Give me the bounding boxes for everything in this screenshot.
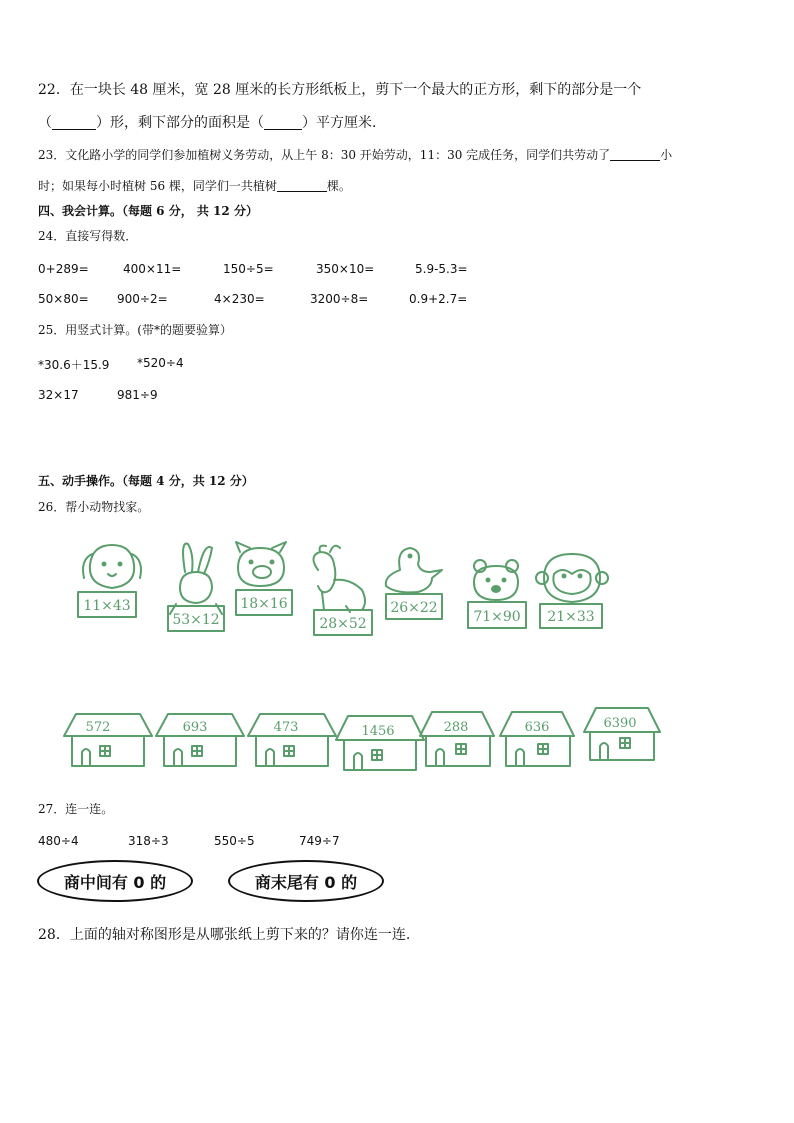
q24-expr: 0+289=	[38, 262, 89, 276]
q23-line2-text: 时；如果每小时植树 56 棵，同学们一共植树	[38, 179, 277, 193]
q24-expr: 400×11=	[123, 262, 182, 276]
q24-expr: 0.9+2.7=	[409, 292, 468, 306]
q22-line1: 22．在一块长 48 厘米，宽 28 厘米的长方形纸板上，剪下一个最大的正方形，剩下的部分是一个	[38, 82, 642, 98]
house-number: 288	[443, 720, 469, 735]
q24-expr: 3200÷8=	[310, 292, 369, 306]
q22-paren-open: （	[38, 115, 52, 131]
q22-blank-area[interactable]	[264, 128, 302, 130]
q27-expr[interactable]: 318÷3	[128, 834, 169, 848]
q24-title: 24．直接写得数．	[38, 229, 138, 243]
q27-expr[interactable]: 749÷7	[299, 834, 340, 848]
oval-middle-zero[interactable]	[37, 860, 193, 902]
q22-line2-mid: ）形，剩下部分的面积是（	[96, 115, 264, 131]
q23-line1	[38, 149, 672, 161]
q22-line2	[38, 116, 376, 130]
house-number: 6390	[603, 716, 637, 731]
q24-expr: 350×10=	[316, 262, 375, 276]
q28-title: 28．上面的轴对称图形是从哪张纸上剪下来的？请你连一连.	[38, 927, 411, 943]
animal-house-figure	[0, 530, 794, 780]
q23-blank-hours[interactable]	[610, 159, 660, 161]
q27-expr[interactable]: 550÷5	[214, 834, 255, 848]
house-number: 693	[182, 720, 208, 735]
animal-label: 53×12	[172, 612, 220, 628]
oval-label: 商末尾有 0 的	[254, 872, 358, 892]
oval-label: 商中间有 0 的	[63, 872, 167, 892]
q25-expr: *30.6＋15.9	[38, 358, 110, 372]
q22-line2-end: ）平方厘米.	[302, 115, 377, 131]
q27-expr[interactable]: 480÷4	[38, 834, 79, 848]
q24-expr: 50×80=	[38, 292, 89, 306]
section5-title: 五、动手操作。（每题 4 分，共 12 分）	[38, 474, 254, 488]
q23-line1-end: 小	[660, 148, 673, 162]
animal-label: 71×90	[473, 609, 521, 625]
house-number: 473	[273, 720, 299, 735]
house-number: 636	[524, 720, 550, 735]
section4-title: 四、我会计算。（每题 6 分， 共 12 分）	[38, 204, 258, 218]
q23-line2	[38, 180, 351, 192]
q27-title: 27．连一连。	[38, 802, 114, 816]
q24-expr: 900÷2=	[117, 292, 168, 306]
animal-label: 21×33	[547, 609, 595, 625]
q25-expr: *520÷4	[137, 356, 184, 370]
q25-expr: 32×17	[38, 388, 79, 402]
q24-expr: 150÷5=	[223, 262, 274, 276]
q23-line1-text: 23．文化路小学的同学们参加植树义务劳动，从上午 8：30 开始劳动，11：30 完成任务，同学们共劳动了	[38, 148, 611, 162]
q22-blank-shape[interactable]	[52, 128, 96, 130]
q23-blank-trees[interactable]	[277, 190, 327, 192]
animal-label: 18×16	[240, 596, 288, 612]
q24-expr: 4×230=	[214, 292, 265, 306]
house-number: 1456	[361, 724, 395, 739]
animal-label: 28×52	[319, 616, 367, 632]
q23-line2-end: 棵。	[326, 179, 351, 193]
house-number: 572	[85, 720, 111, 735]
q24-expr: 5.9-5.3=	[415, 262, 468, 276]
animal-label: 11×43	[83, 598, 131, 614]
q26-title: 26．帮小动物找家。	[38, 500, 150, 514]
q25-title: 25．用竖式计算。(带*的题要验算）	[38, 323, 232, 337]
q25-expr: 981÷9	[117, 388, 158, 402]
oval-end-zero[interactable]	[228, 860, 384, 902]
animal-label: 26×22	[390, 600, 438, 616]
